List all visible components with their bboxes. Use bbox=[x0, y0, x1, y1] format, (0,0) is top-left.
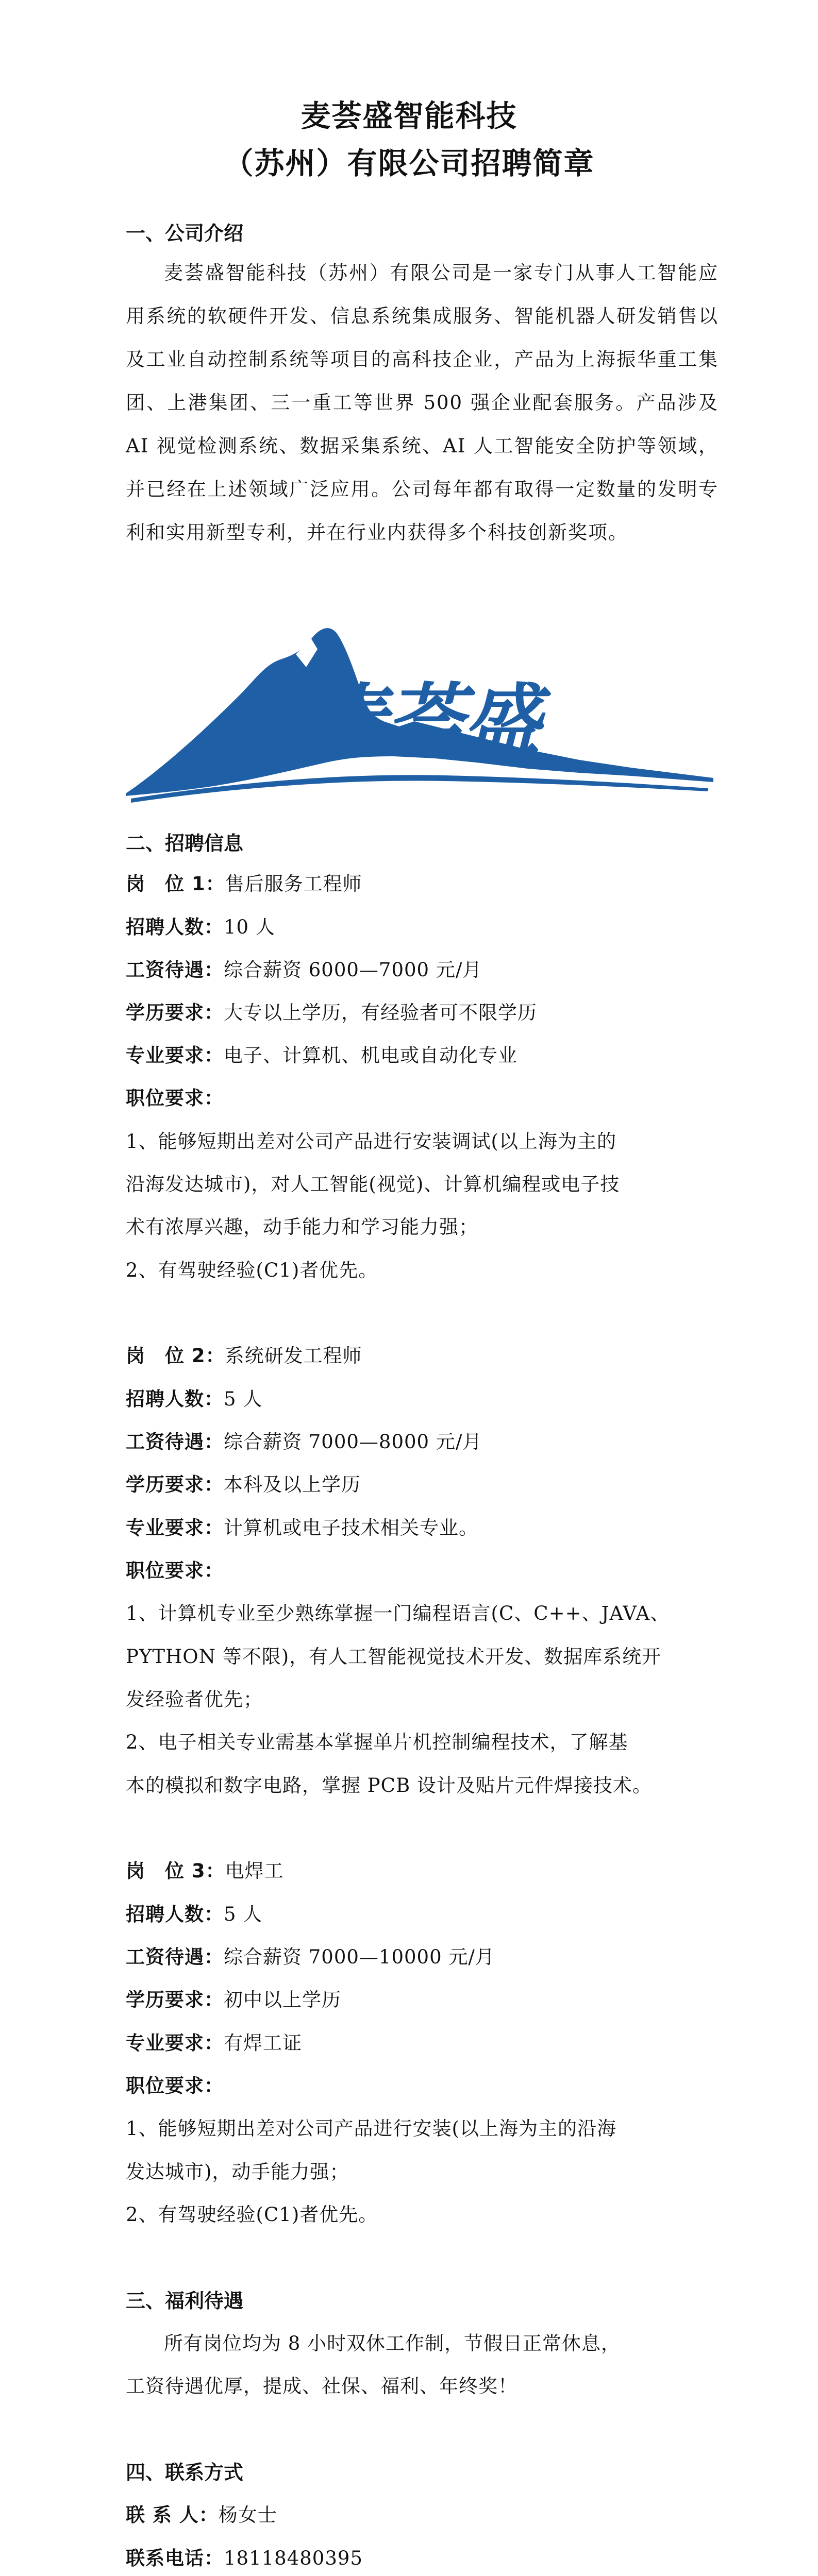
job-count bbox=[126, 1383, 719, 1411]
job-count-label: 招聘人数： bbox=[126, 1903, 224, 1925]
job-position-label: 岗 位 2： bbox=[126, 1345, 225, 1367]
job-education-value: 本科及以上学历 bbox=[224, 1473, 361, 1496]
job-position-value: 系统研发工程师 bbox=[225, 1345, 362, 1367]
job-education bbox=[126, 1984, 719, 2012]
intro-paragraph: 麦荟盛智能科技（苏州）有限公司是一家专门从事人工智能应用系统的软硬件开发、信息系统集成服务、智能机器人研发销售以及工业自动控制系统等项目的高科技企业，产品为上海振华重工集团、上港集团、三一重工等世界 500 强企业配套服务。产品涉及 AI 视觉检测系统、数据采集系统、AI 人工智能安全防护等领域，并已经在上述领域广泛应用。公司每年都有取得一定数量的发明专利和实用新型专利，并在行业内获得多个科技创新奖项。 bbox=[126, 262, 719, 544]
job-requirement-line: 发达城市)，动手能力强； bbox=[126, 2161, 349, 2183]
job-major bbox=[126, 1040, 719, 1067]
job-education-label: 学历要求： bbox=[126, 1473, 224, 1496]
contact-person bbox=[126, 2499, 719, 2527]
job-salary bbox=[126, 1941, 719, 1969]
section-heading-contact: 四、联系方式 bbox=[126, 2461, 244, 2484]
job-education-label: 学历要求： bbox=[126, 1002, 224, 1024]
job-position-label: 岗 位 1： bbox=[126, 873, 225, 895]
job-education bbox=[126, 997, 719, 1025]
contact-phone-value: 18118480395 bbox=[224, 2547, 363, 2569]
job-salary-label: 工资待遇： bbox=[126, 959, 224, 981]
job-requirement-line: 1、能够短期出差对公司产品进行安装(以上海为主的沿海 bbox=[126, 2117, 616, 2140]
contact-person-value: 杨女士 bbox=[218, 2504, 277, 2526]
contact-phone-label: 联系电话： bbox=[126, 2547, 224, 2569]
job-salary bbox=[126, 954, 719, 982]
job-salary-label: 工资待遇： bbox=[126, 1946, 224, 1968]
job-requirement-line: PYTHON 等不限)，有人工智能视觉技术开发、数据库系统开 bbox=[126, 1646, 662, 1668]
job-requirements-label: 职位要求： bbox=[126, 1087, 224, 1109]
job-salary-value: 综合薪资 7000—8000 元/月 bbox=[224, 1431, 482, 1453]
contact-person-label: 联 系 人： bbox=[126, 2504, 219, 2526]
job-salary-value: 综合薪资 7000—10000 元/月 bbox=[224, 1946, 495, 1968]
job-major-label: 专业要求： bbox=[126, 1044, 224, 1066]
job-salary bbox=[126, 1426, 719, 1454]
benefits-line: 所有岗位均为 8 小时双休工作制，节假日正常休息， bbox=[164, 2332, 621, 2354]
job-major-value: 电子、计算机、机电或自动化专业 bbox=[224, 1044, 517, 1066]
job-major bbox=[126, 1512, 719, 1540]
job-requirement-line: 本的模拟和数字电路，掌握 PCB 设计及贴片元件焊接技术。 bbox=[126, 1774, 652, 1797]
job-position-value: 电焊工 bbox=[225, 1860, 284, 1882]
section-heading-benefits: 三、福利待遇 bbox=[126, 2290, 244, 2312]
job-count-value: 5 人 bbox=[224, 1903, 263, 1925]
job-salary-value: 综合薪资 6000—7000 元/月 bbox=[224, 959, 482, 981]
job-education-label: 学历要求： bbox=[126, 1989, 224, 2011]
job-salary-label: 工资待遇： bbox=[126, 1431, 224, 1453]
section-heading-recruit: 二、招聘信息 bbox=[126, 832, 244, 855]
job-education bbox=[126, 1469, 719, 1497]
job-education-value: 初中以上学历 bbox=[224, 1989, 341, 2011]
job-position bbox=[126, 1340, 719, 1368]
job-education-value: 大专以上学历，有经验者可不限学历 bbox=[224, 1002, 537, 1024]
job-count-value: 10 人 bbox=[224, 916, 275, 938]
job-position bbox=[126, 868, 719, 896]
job-requirements-label: 职位要求： bbox=[126, 1560, 224, 1582]
job-count-value: 5 人 bbox=[224, 1388, 263, 1410]
job-requirement-line: 2、电子相关专业需基本掌握单片机控制编程技术，了解基 bbox=[126, 1731, 628, 1753]
job-requirement-line: 1、计算机专业至少熟练掌握一门编程语言(C、C++、JAVA、 bbox=[126, 1602, 670, 1624]
benefits-line: 工资待遇优厚，提成、社保、福利、年终奖！ bbox=[126, 2375, 517, 2397]
title-line-2: （苏州）有限公司招聘简章 bbox=[223, 146, 595, 181]
job-count bbox=[126, 911, 719, 939]
job-major-label: 专业要求： bbox=[126, 1517, 224, 1539]
job-requirement-line: 发经验者优先； bbox=[126, 1688, 263, 1710]
section-heading-intro: 一、公司介绍 bbox=[126, 222, 244, 245]
job-major-value: 计算机或电子技术相关专业。 bbox=[224, 1517, 478, 1539]
title-line-1: 麦荟盛智能科技 bbox=[301, 98, 517, 133]
job-count-label: 招聘人数： bbox=[126, 1388, 224, 1410]
job-position bbox=[126, 1855, 719, 1883]
job-requirement-line: 术有浓厚兴趣，动手能力和学习能力强； bbox=[126, 1216, 478, 1238]
job-requirement-line: 2、有驾驶经验(C1)者优先。 bbox=[126, 1259, 378, 1281]
job-position-label: 岗 位 3： bbox=[126, 1860, 225, 1882]
job-major-value: 有焊工证 bbox=[224, 2032, 302, 2054]
job-position-value: 售后服务工程师 bbox=[225, 873, 362, 895]
logo-text: 麦荟盛 bbox=[308, 675, 541, 766]
contact-phone bbox=[126, 2543, 719, 2570]
job-requirement-line: 2、有驾驶经验(C1)者优先。 bbox=[126, 2204, 378, 2226]
job-major-label: 专业要求： bbox=[126, 2032, 224, 2054]
job-requirement-line: 1、能够短期出差对公司产品进行安装调试(以上海为主的 bbox=[126, 1130, 616, 1153]
job-requirements-label: 职位要求： bbox=[126, 2075, 224, 2097]
job-count bbox=[126, 1899, 719, 1926]
company-logo bbox=[126, 618, 713, 819]
job-count-label: 招聘人数： bbox=[126, 916, 224, 938]
job-major bbox=[126, 2027, 719, 2055]
job-requirement-line: 沿海发达城市)，对人工智能(视觉)、计算机编程或电子技 bbox=[126, 1173, 620, 1195]
